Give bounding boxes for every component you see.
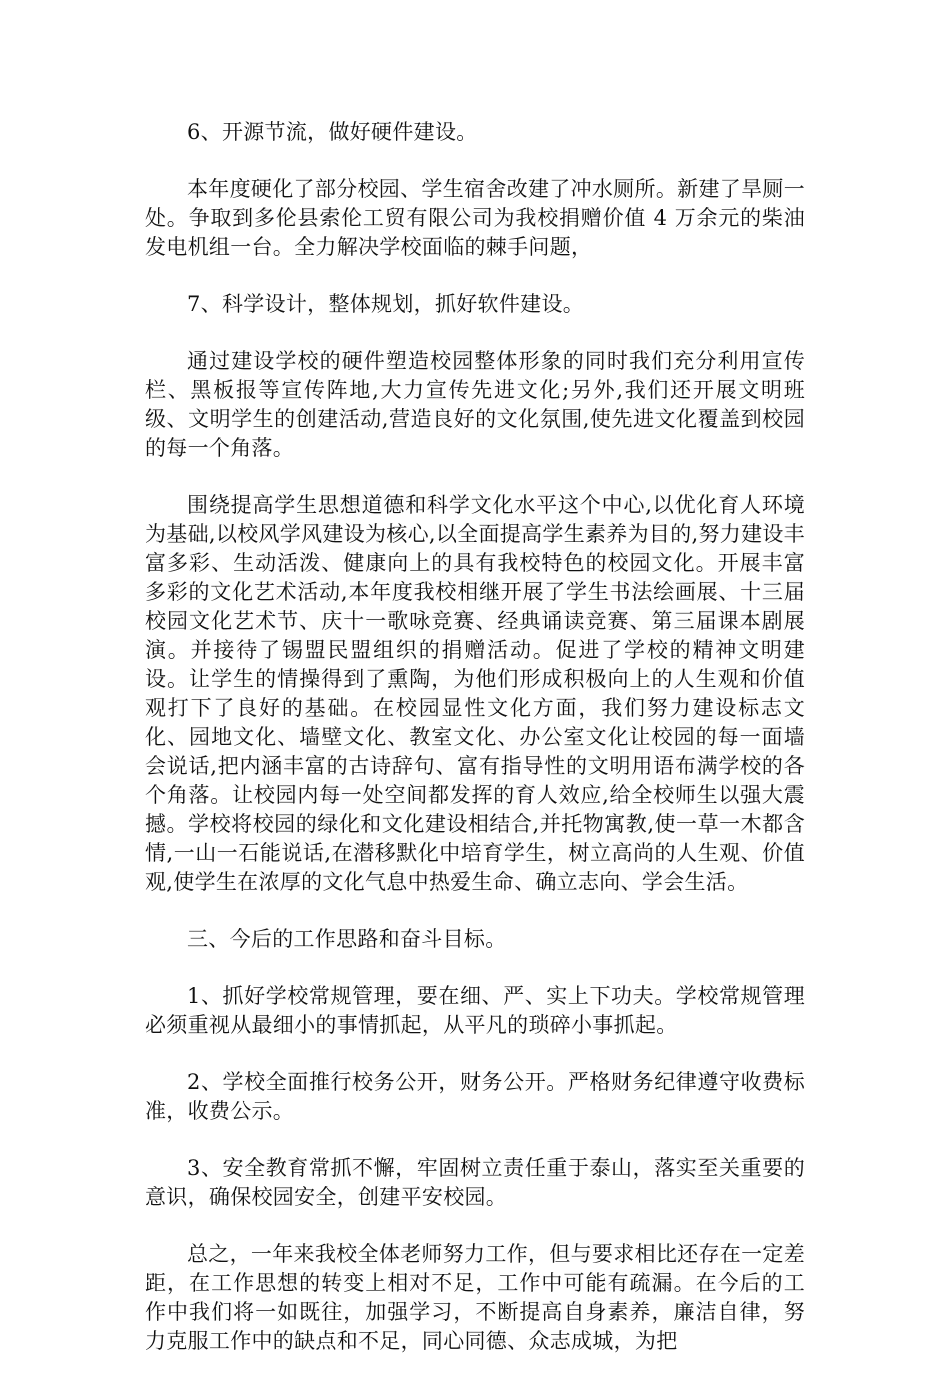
- paragraph-conclusion: 总之，一年来我校全体老师努力工作，但与要求相比还存在一定差距，在工作思想的转变上相对不足，工作中可能有疏漏。在今后的工作中我们将一如既往，加强学习，不断提高自身素养，廉洁自律，努力克服工作中的缺点和不足，同心同德、众志成城，为把: [145, 1242, 805, 1353]
- paragraph-goal-1: 1、抓好学校常规管理，要在细、严、实上下功夫。学校常规管理必须重视从最细小的事情抓起，从平凡的琐碎小事抓起。: [145, 984, 805, 1037]
- section-heading-7: 7、科学设计，整体规划，抓好软件建设。: [187, 292, 585, 316]
- paragraph-hardware: 本年度硬化了部分校园、学生宿舍改建了冲水厕所。新建了旱厕一处。争取到多伦县索伦工贸有限公司为我校捐赠价值 4 万余元的柴油发电机组一台。全力解决学校面临的棘手问题，: [145, 177, 805, 259]
- document-body: [145, 118, 805, 1384]
- paragraph-propaganda: 通过建设学校的硬件塑造校园整体形象的同时我们充分利用宣传栏、黑板报等宣传阵地,大力宣传先进文化;另外,我们还开展文明班级、文明学生的创建活动,营造良好的文化氛围,使先进文化覆盖到校园的每一个角落。: [145, 349, 805, 460]
- paragraph-campus-culture: 围绕提高学生思想道德和科学文化水平这个中心,以优化育人环境为基础,以校风学风建设为核心,以全面提高学生素养为目的,努力建设丰富多彩、生动活泼、健康向上的具有我校特色的校园文化。开展丰富多彩的文化艺术活动,本年度我校相继开展了学生书法绘画展、十三届校园文化艺术节、庆十一歌咏竞赛、经典诵读竞赛、第三届课本剧展演。并接待了锡盟民盟组织的捐赠活动。促进了学校的精神文明建设。让学生的情操得到了熏陶，为他们形成积极向上的人生观和价值观打下了良好的基础。在校园显性文化方面，我们努力建设标志文化、园地文化、墙壁文化、教室文化、办公室文化让校园的每一面墙会说话,把内涵丰富的古诗辞句、富有指导性的文明用语布满学校的各个角落。让校园内每一处空间都发挥的育人效应,给全校师生以强大震撼。学校将校园的绿化和文化建设相结合,并托物寓教,使一草一木都含情,一山一石能说话,在潜移默化中培育学生，树立高尚的人生观、价值观,使学生在浓厚的文化气息中热爱生命、确立志向、学会生活。: [145, 493, 805, 894]
- section-heading-6: 6、开源节流，做好硬件建设。: [187, 120, 478, 144]
- paragraph-goal-3: 3、安全教育常抓不懈，牢固树立责任重于泰山，落实至关重要的意识，确保校园安全，创建平安校园。: [145, 1156, 805, 1209]
- paragraph-goal-2: 2、学校全面推行校务公开，财务公开。严格财务纪律遵守收费标准，收费公示。: [145, 1070, 805, 1123]
- section-heading-3: 三、今后的工作思路和奋斗目标。: [187, 927, 507, 951]
